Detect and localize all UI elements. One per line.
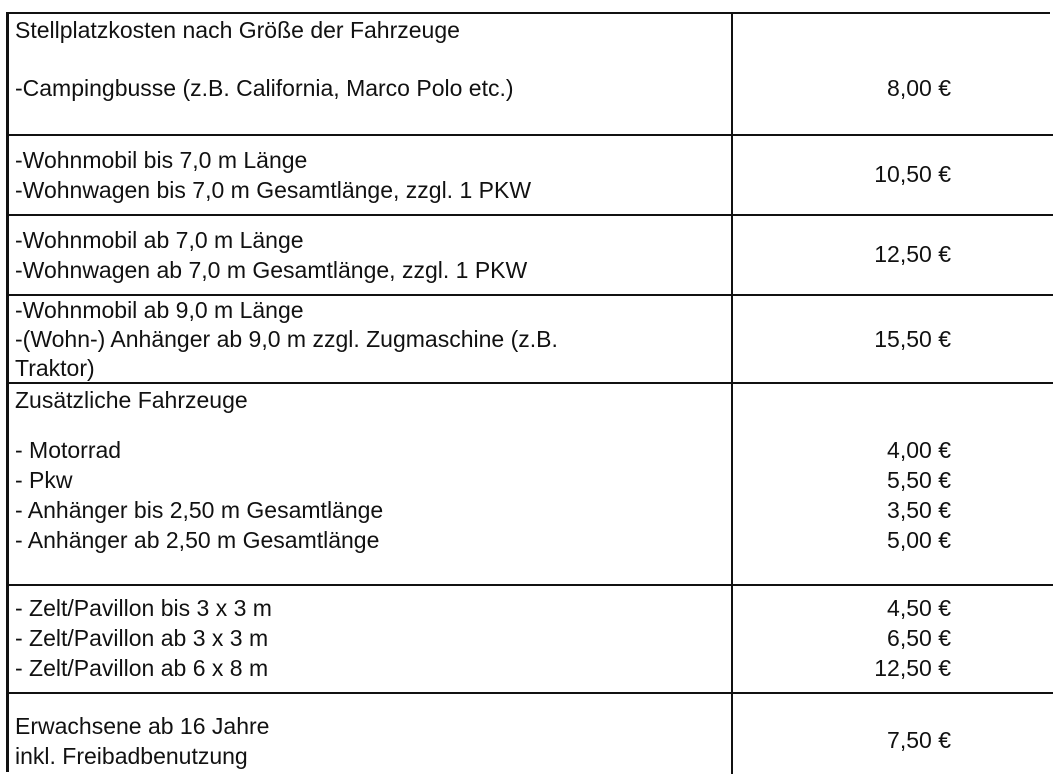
row-line: -Campingbusse (z.B. California, Marco Polo etc.)	[15, 75, 514, 101]
row-line: -Wohnwagen ab 7,0 m Gesamtlänge, zzgl. 1 PKW	[15, 257, 528, 283]
row-line: - Motorrad	[15, 437, 122, 463]
row-line: -Wohnwagen bis 7,0 m Gesamtlänge, zzgl. 1 PKW	[15, 177, 532, 203]
price-value: 3,50 €	[887, 497, 951, 523]
price-value: 8,00 €	[887, 75, 951, 101]
row-line: - Pkw	[15, 467, 73, 493]
row-line: - Zelt/Pavillon bis 3 x 3 m	[15, 595, 272, 621]
price-table	[6, 12, 1050, 772]
row-line: inkl. Freibadbenutzung	[15, 743, 248, 769]
table-row	[9, 214, 1053, 296]
table-row	[9, 584, 1053, 694]
row-line: - Anhänger ab 2,50 m Gesamtlänge	[15, 527, 380, 553]
row-title: Zusätzliche Fahrzeuge	[15, 387, 248, 413]
row-line: -Wohnmobil ab 7,0 m Länge	[15, 227, 304, 253]
row-line: -Wohnmobil ab 9,0 m Länge	[15, 297, 304, 323]
row-line: -Wohnmobil bis 7,0 m Länge	[15, 147, 308, 173]
row-title: Stellplatzkosten nach Größe der Fahrzeuge	[15, 17, 460, 43]
price-value: 5,00 €	[887, 527, 951, 553]
price-value: 5,50 €	[887, 467, 951, 493]
table-row	[9, 134, 1053, 216]
price-value: 4,00 €	[887, 437, 951, 463]
row-line: - Zelt/Pavillon ab 6 x 8 m	[15, 655, 269, 681]
price-value: 4,50 €	[887, 595, 951, 621]
price-value: 15,50 €	[874, 326, 951, 352]
row-line: Erwachsene ab 16 Jahre	[15, 713, 270, 739]
row-line: Traktor)	[15, 355, 95, 381]
row-line: - Anhänger bis 2,50 m Gesamtlänge	[15, 497, 384, 523]
table-row	[9, 382, 1053, 586]
price-value: 10,50 €	[874, 161, 951, 187]
row-line: - Zelt/Pavillon ab 3 x 3 m	[15, 625, 269, 651]
table-row	[9, 692, 1053, 782]
row-line: -(Wohn-) Anhänger ab 9,0 m zzgl. Zugmaschine (z.B.	[15, 326, 558, 352]
price-value: 12,50 €	[874, 241, 951, 267]
price-value: 12,50 €	[874, 655, 951, 681]
table-row	[9, 294, 1053, 384]
table-row	[9, 14, 1053, 136]
price-value: 6,50 €	[887, 625, 951, 651]
price-value: 7,50 €	[887, 727, 951, 753]
